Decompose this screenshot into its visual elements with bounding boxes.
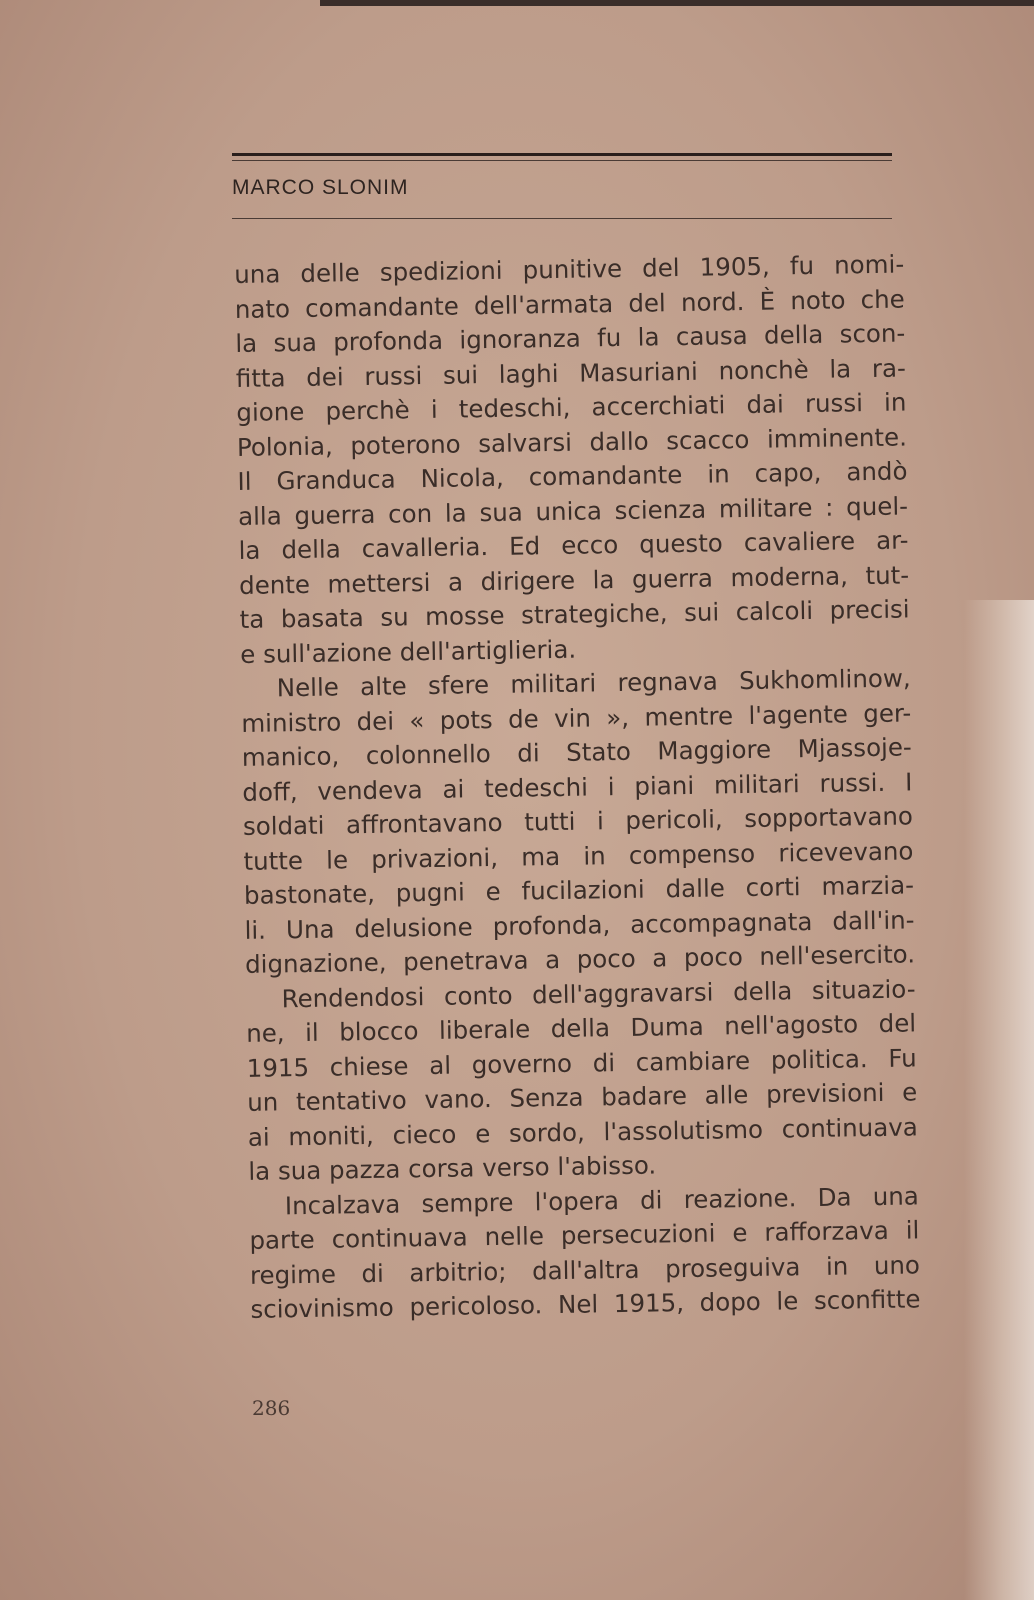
page-top-edge — [320, 0, 1034, 6]
running-head: MARCO SLONIM — [232, 176, 409, 199]
text-line: tutte le privazioni, ma in compenso ricevevano — [243, 835, 914, 876]
text-line: ministro dei « pots de vin », mentre l'agente ger- — [241, 697, 912, 738]
text-line: Il Granduca Nicola, comandante in capo, andò — [237, 456, 908, 496]
text-line: Rendendosi conto dell'aggravarsi della situazio- — [281, 973, 916, 1013]
text-line: ta basata su mosse strategiche, sui calcoli precisi — [239, 594, 910, 634]
page-number: 286 — [252, 1396, 291, 1420]
text-line: la sua profonda ignoranza fu la causa della scon- — [235, 318, 906, 358]
text-line: li. Una delusione profonda, accompagnata dall'in- — [244, 904, 915, 945]
text-line: alla guerra con la sua unica scienza militare : quel- — [237, 490, 909, 531]
text-line: la della cavalleria. Ed ecco questo cavaliere ar- — [238, 525, 909, 565]
text-line: un tentativo vano. Senza badare alle previsioni e — [247, 1077, 918, 1117]
text-line: bastonate, pugni e fucilazioni dalle corti marzia- — [243, 870, 915, 910]
text-line: una delle spedizioni punitive del 1905, fu nomi- — [234, 249, 905, 289]
body-text — [234, 247, 921, 1327]
text-line: fitta dei russi sui laghi Masuriani nonchè la ra- — [235, 352, 907, 393]
text-line: doff, vendeva ai tedeschi i piani militari russi. I — [242, 766, 913, 807]
text-line: Incalzava sempre l'opera di reazione. Da una — [284, 1180, 920, 1220]
text-line: e sull'azione dell'artiglieria. — [239, 634, 577, 669]
text-line: ne, il blocco liberale della Duma nell'agosto del — [245, 1008, 917, 1048]
text-line: manico, colonnello di Stato Maggiore Mjassoje- — [241, 732, 912, 772]
page-right-edge — [964, 600, 1034, 1600]
text-line: sciovinismo pericoloso. Nel 1915, dopo le sconfitte — [250, 1284, 921, 1324]
text-line: parte continuava nelle persecuzioni e rafforzava il — [249, 1215, 920, 1255]
text-line: dente mettersi a dirigere la guerra moderna, tut- — [238, 559, 910, 600]
text-line: gione perchè i tedeschi, accerchiati dai russi in — [236, 387, 907, 427]
header-rule-thick — [232, 153, 892, 156]
header-rule-thin — [232, 160, 892, 161]
text-line: soldati affrontavano tutti i pericoli, sopportavano — [242, 801, 914, 841]
text-line: la sua pazza corsa verso l'abisso. — [248, 1150, 657, 1186]
text-line: regime di arbitrio; dall'altra proseguiva in uno — [249, 1249, 921, 1290]
text-line: dignazione, penetrava a poco a poco nell'esercito. — [244, 939, 916, 979]
text-line: Polonia, poterono salvarsi dallo scacco imminente. — [236, 421, 908, 462]
text-line: Nelle alte sfere militari regnava Sukhomlinow, — [276, 663, 911, 703]
text-line: nato comandante dell'armata del nord. È noto che — [234, 283, 905, 324]
text-line: 1915 chiese al governo di cambiare politica. Fu — [246, 1042, 917, 1083]
text-line: ai moniti, cieco e sordo, l'assolutismo continuava — [247, 1111, 918, 1152]
running-head-rule — [232, 218, 892, 219]
